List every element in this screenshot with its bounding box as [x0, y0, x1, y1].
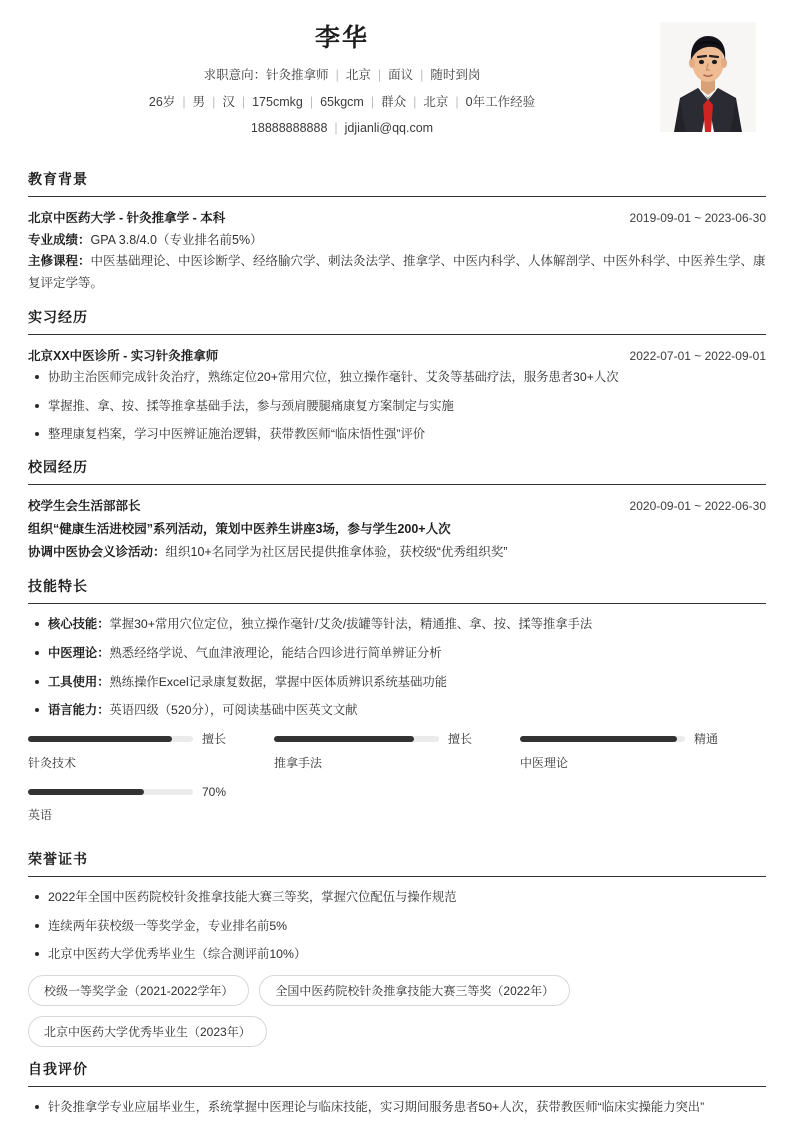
education-entry-header — [28, 208, 766, 226]
education-courses-label: 主修课程： — [28, 254, 91, 269]
skill-item-value: 掌握30+常用穴位定位，独立操作毫针/艾灸/拔罐等针法，精通推、拿、按、揉等推拿手法 — [109, 617, 593, 632]
skill-bar-group — [28, 730, 766, 837]
divider — [28, 876, 766, 877]
skill-bar-item — [28, 730, 274, 771]
divider — [28, 484, 766, 485]
honor-tag: 北京中医药大学优秀毕业生（2023年） — [28, 1016, 267, 1047]
skill-item-label: 中医理论： — [48, 646, 110, 661]
divider — [28, 334, 766, 335]
skill-item-value: 熟练操作Excel记录康复数据，掌握中医体质辨识系统基础功能 — [109, 674, 447, 689]
section-title-education: 教育背景 — [28, 170, 88, 187]
meta-item: jdjianli@qq.com — [344, 121, 434, 135]
campus-line-1-text: 组织“健康生活进校园”系列活动，策划中医养生讲座3场，参与学生200+人次 — [28, 522, 451, 537]
list-item: 连续两年获校级一等奖学金，专业排名前5% — [28, 917, 766, 937]
skill-bar-item — [520, 730, 766, 771]
section-title-internship: 实习经历 — [28, 309, 88, 326]
meta-item: 群众 — [381, 94, 407, 109]
campus-line-2 — [28, 541, 766, 564]
meta-separator: | — [377, 68, 382, 82]
skill-bar-value: 擅长 — [202, 732, 227, 747]
honor-tag-group — [28, 975, 766, 1047]
meta-item: 0年工作经验 — [465, 94, 536, 109]
list-item: 2022年全国中医药院校针灸推拿技能大赛三等奖，掌握穴位配伍与操作规范 — [28, 888, 766, 908]
meta-separator: | — [182, 94, 186, 109]
skill-bar-fill — [28, 789, 144, 795]
page-title: 李华 — [314, 24, 369, 52]
meta-separator: | — [413, 94, 417, 109]
skills-bullet-list — [28, 615, 766, 721]
list-item: 掌握推、拿、按、揉等推拿基础手法，参与颈肩腰腿痛康复方案制定与实施 — [28, 397, 766, 417]
list-item — [28, 644, 766, 664]
internship-date: 2022-07-01 ~ 2022-09-01 — [629, 349, 766, 364]
divider — [28, 196, 766, 197]
self-evaluation-bullet-list — [28, 1098, 766, 1118]
section-self-evaluation — [28, 1059, 766, 1118]
section-skills — [28, 576, 766, 837]
list-item: 整理康复档案，学习中医辨证施治逻辑，获带教医师“临床悟性强”评价 — [28, 425, 766, 445]
section-title-self-evaluation: 自我评价 — [28, 1061, 88, 1078]
internship-org: 北京XX中医诊所 - 实习针灸推拿师 — [28, 349, 219, 364]
list-item: 针灸推拿学专业应届毕业生，系统掌握中医理论与临床技能，实习期间服务患者50+人次，获带教医师“临床实操能力突出” — [28, 1098, 766, 1118]
meta-item: 北京 — [345, 68, 371, 82]
skill-item-label: 语言能力： — [48, 703, 110, 718]
meta-item: 18888888888 — [250, 121, 328, 135]
skill-bar-row — [274, 730, 504, 747]
meta-separator: | — [455, 94, 459, 109]
skill-bar-item — [28, 785, 274, 823]
meta-separator: | — [420, 68, 424, 82]
education-gpa-label: 专业成绩： — [28, 232, 91, 247]
basic-info-line — [28, 94, 766, 112]
skill-bar-value: 擅长 — [447, 732, 472, 747]
section-title-skills: 技能特长 — [28, 578, 88, 595]
meta-item: 面议 — [388, 68, 414, 82]
meta-item: 随时到岗 — [430, 68, 481, 82]
divider — [28, 603, 766, 604]
meta-separator: | — [370, 94, 375, 109]
skill-bar-label: 英语 — [28, 808, 53, 823]
meta-separator: | — [335, 68, 339, 82]
education-gpa-value: GPA 3.8/4.0（专业排名前5%） — [90, 232, 263, 247]
meta-separator: | — [309, 94, 314, 109]
internship-entry-header — [28, 346, 766, 364]
education-courses-value: 中医基础理论、中医诊断学、经络腧穴学、刺法灸法学、推拿学、中医内科学、人体解剖学、中医外科学、中医养生学、康复评定学等。 — [28, 254, 766, 291]
section-title-honors: 荣誉证书 — [28, 851, 88, 868]
section-title-campus: 校园经历 — [28, 459, 88, 476]
meta-item: 175cmkg — [252, 94, 303, 109]
campus-line-1 — [28, 518, 766, 541]
honors-bullet-list — [28, 888, 766, 965]
education-school: 北京中医药大学 - 针灸推拿学 - 本科 — [28, 210, 226, 225]
skill-item-value: 英语四级（520分），可阅读基础中医英文文献 — [109, 703, 358, 718]
skill-bar-row — [520, 730, 750, 747]
list-item: 协助主治医师完成针灸治疗，熟练定位20+常用穴位，独立操作毫针、艾灸等基础疗法，服务患者30+人次 — [28, 368, 766, 388]
skill-bar-value: 精通 — [693, 732, 718, 747]
divider — [28, 1086, 766, 1087]
meta-item: 汉 — [222, 94, 235, 109]
meta-item: 北京 — [423, 94, 449, 109]
avatar — [660, 22, 756, 132]
skill-bar-row — [28, 730, 258, 747]
resume-header — [28, 0, 766, 157]
skill-bar-label: 中医理论 — [519, 756, 568, 771]
skill-bar-fill — [274, 736, 414, 742]
contact-line — [28, 120, 766, 138]
skill-bar-label: 针灸技术 — [28, 756, 77, 771]
campus-line-2-value: 组织10+名同学为社区居民提供推拿体验，获校级“优秀组织奖” — [165, 545, 508, 560]
meta-item: 65kgcm — [320, 94, 364, 109]
skill-bar-fill — [28, 736, 172, 742]
campus-line-2-label: 协调中医协会义诊活动： — [28, 545, 166, 560]
internship-bullet-list — [28, 368, 766, 445]
meta-separator: | — [334, 121, 338, 135]
skill-bar-item — [274, 730, 520, 771]
meta-item: 26岁 — [148, 94, 176, 109]
meta-separator: | — [241, 94, 246, 109]
meta-separator: | — [212, 94, 216, 109]
section-internship — [28, 307, 766, 445]
skill-bar-track — [28, 736, 193, 742]
campus-entry-header — [28, 496, 766, 514]
list-item: 北京中医药大学优秀毕业生（综合测评前10%） — [28, 945, 766, 965]
honor-tag: 校级一等奖学金（2021-2022学年） — [28, 975, 249, 1006]
skill-bar-row — [28, 785, 258, 799]
skill-item-label: 工具使用： — [48, 674, 110, 689]
skill-item-label: 核心技能： — [48, 617, 110, 632]
skill-bar-track — [274, 736, 439, 742]
skill-bar-track — [520, 736, 685, 742]
skill-bar-fill — [520, 736, 677, 742]
campus-role: 校学生会生活部部长 — [28, 499, 141, 514]
meta-item: 男 — [192, 94, 206, 109]
section-campus — [28, 457, 766, 564]
skill-bar-value: 70% — [202, 785, 227, 800]
job-intent-line — [28, 67, 766, 85]
meta-item: 求职意向：针灸推拿师 — [203, 68, 329, 82]
honor-tag: 全国中医药院校针灸推拿技能大赛三等奖（2022年） — [259, 975, 570, 1006]
education-gpa — [28, 230, 766, 252]
skill-item-value: 熟悉经络学说、气血津液理论，能结合四诊进行简单辨证分析 — [109, 646, 442, 661]
education-courses — [28, 251, 766, 295]
avatar-illustration — [660, 22, 756, 132]
skill-bar-label: 推拿手法 — [273, 756, 322, 771]
list-item — [28, 701, 766, 721]
section-honors — [28, 849, 766, 1047]
section-education — [28, 169, 766, 296]
skill-bar-track — [28, 789, 193, 795]
list-item — [28, 673, 766, 693]
list-item — [28, 615, 766, 635]
campus-date: 2020-09-01 ~ 2022-06-30 — [629, 499, 766, 514]
education-date: 2019-09-01 ~ 2023-06-30 — [629, 210, 766, 225]
